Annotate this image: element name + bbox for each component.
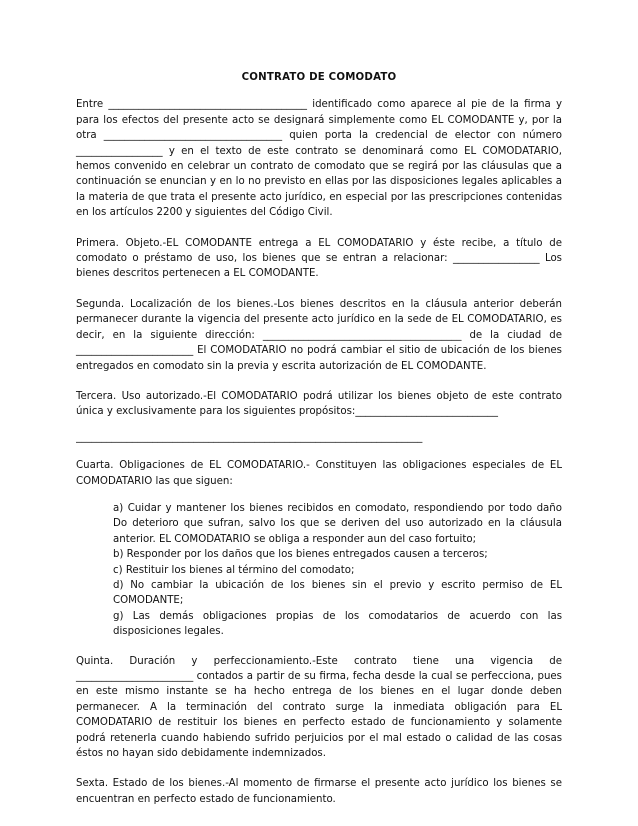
clause-quinta: Quinta. Duración y perfeccionamiento.-Este contrato tiene una vigencia de _______________________ contados a partir de su firma, fecha desde la cual se perfecciona, pues en este mismo instante se ha hecho entrega de los bienes en el lugar donde deben permanecer. A la terminación del contrato surge la inmediata obligación para EL COMODATARIO de restituir los bienes en perfecto estado de funcionamiento y solamente podrá retenerla cuando habiendo sufrido perjuicios por el mal estado o calidad de las cosas éstos no hayan sido debidamente indemnizados. [76, 655, 562, 760]
obligation-item: d) No cambiar la ubicación de los bienes sin el previo y escrito permiso de EL COMODANTE; [113, 579, 562, 607]
clause-cuarta: Cuarta. Obligaciones de EL COMODATARIO.- Constituyen las obligaciones especiales de EL COMODATARIO las que siguen: [76, 460, 562, 487]
clause-sexta: Sexta. Estado de los bienes.-Al momento de firmarse el presente acto jurídico los bienes se encuentran en perfecto estado de funcionamiento. [76, 778, 562, 805]
obligation-item: g) Las demás obligaciones propias de los comodatarios de acuerdo con las disposiciones legales. [113, 610, 562, 638]
document-title: CONTRATO DE COMODATO [241, 72, 397, 83]
obligation-item: c) Restituir los bienes al término del comodato; [113, 564, 355, 576]
obligation-item: a) Cuidar y mantener los bienes recibidos en comodato, respondiendo por todo daño Do deterioro que sufran, salvo los que se deriven del uso autorizado en la cláusula anterior. EL COMODATARIO se obliga a responder aun del caso fortuito; [113, 502, 562, 545]
obligations-list [76, 501, 562, 640]
clause-segunda: Segunda. Localización de los bienes.-Los bienes descritos en la cláusula anterior deberán permanecer durante la vigencia del presente acto jurídico en la sede de EL COMODATARIO, es decir, en la siguiente dirección: _______________________________________ de la ciudad de _______________________ El COMODATARIO no podrá cambiar el sitio de ubicación de los bienes entregados en comodato sin la previa y escrita autorización de EL COMODANTE. [76, 298, 562, 372]
tercera-blank-line: ____________________________________________________________________ [76, 431, 423, 443]
intro-paragraph: Entre _______________________________________ identificado como aparece al pie de la firma y para los efectos del presente acto se designará simplemente como EL COMODANTE y, por la otra ___________________________________ quien porta la credencial de elector con número _________________ y en el texto de este contrato se denominará como EL COMODATARIO, hemos convenido en celebrar un contrato de comodato que se regirá por las cláusulas que a continuación se enuncian y en lo no previsto en ellas por las disposiciones legales aplicables a la materia de que trata el presente acto jurídico, en especial por las prescripciones contenidas en los artículos 2200 y siguientes del Código Civil. [76, 99, 562, 219]
clause-primera: Primera. Objeto.-EL COMODANTE entrega a EL COMODATARIO y éste recibe, a título de comodato o préstamo de uso, los bienes que se entran a relacionar: _________________ Los bienes descritos pertenecen a EL COMODANTE. [76, 237, 562, 280]
obligation-item: b) Responder por los daños que los bienes entregados causen a terceros; [113, 549, 488, 561]
clause-tercera: Tercera. Uso autorizado.-El COMODATARIO podrá utilizar los bienes objeto de este contrato única y exclusivamente para los siguientes propósitos:____________________________ [76, 390, 562, 418]
